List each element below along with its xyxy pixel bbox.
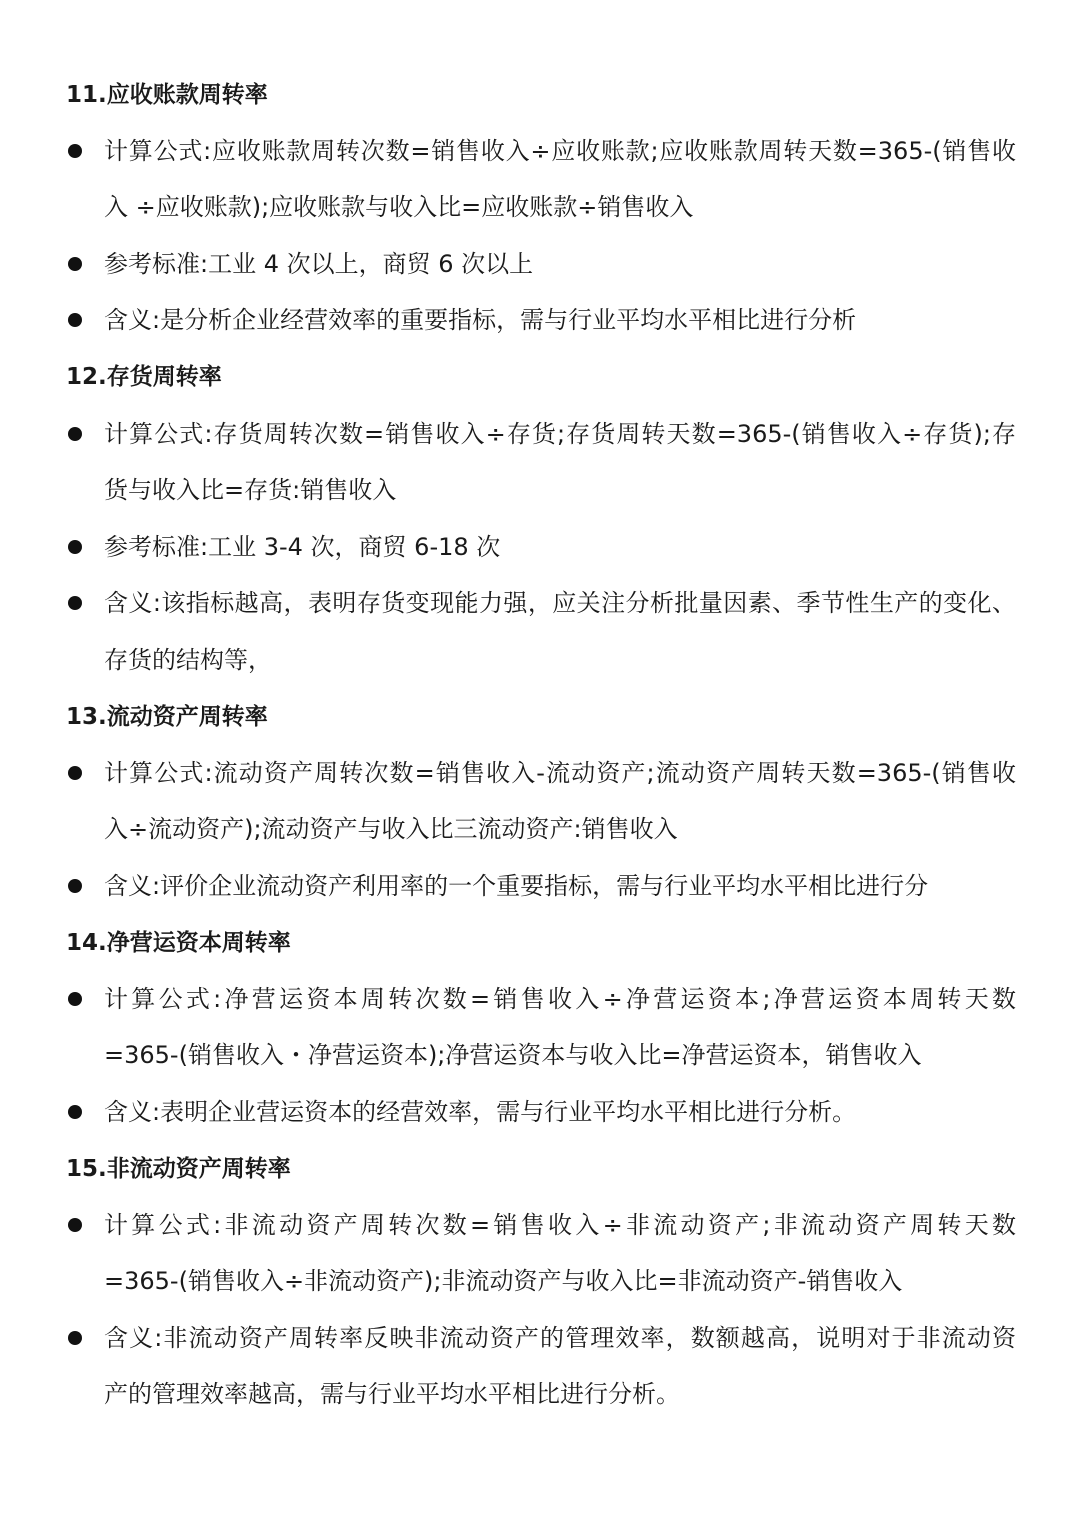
bullet-icon [68, 1105, 82, 1119]
formula-line: 计算公式:存货周转次数=销售收入÷存货;存货周转天数=365-(销售收入÷存货);存 [104, 420, 1016, 448]
formula-line: 入 ÷应收账款);应收账款与收入比=应收账款÷销售收入 [104, 193, 694, 221]
formula-line: 计算公式:流动资产周转次数=销售收入-流动资产;流动资产周转天数=365-(销售收 [104, 759, 1016, 787]
bullet-icon [68, 540, 82, 554]
bullet-icon [68, 879, 82, 893]
section-heading-11: 11.应收账款周转率 [66, 82, 268, 108]
meaning-line: 存货的结构等， [104, 646, 272, 674]
section-heading-13: 13.流动资产周转率 [66, 704, 268, 730]
meaning-line: 含义:该指标越高，表明存货变现能力强，应关注分析批量因素、季节性生产的变化、 [104, 589, 1016, 617]
formula-line: =365-(销售收入・净营运资本);净营运资本与收入比=净营运资本，销售收入 [104, 1041, 922, 1069]
bullet-icon [68, 1218, 82, 1232]
bullet-icon [68, 766, 82, 780]
formula-line: 入÷流动资产);流动资产与收入比三流动资产:销售收入 [104, 815, 678, 843]
standard-line: 参考标准:工业 4 次以上，商贸 6 次以上 [104, 250, 534, 278]
bullet-icon [68, 596, 82, 610]
meaning-line: 产的管理效率越高，需与行业平均水平相比进行分析。 [104, 1380, 680, 1408]
formula-line: 计算公式:净营运资本周转次数=销售收入÷净营运资本;净营运资本周转天数 [104, 985, 1016, 1013]
bullet-icon [68, 257, 82, 271]
section-heading-14: 14.净营运资本周转率 [66, 930, 291, 956]
bullet-icon [68, 1331, 82, 1345]
formula-line: 计算公式:非流动资产周转次数=销售收入÷非流动资产;非流动资产周转天数 [104, 1211, 1016, 1239]
formula-line: =365-(销售收入÷非流动资产);非流动资产与收入比=非流动资产-销售收入 [104, 1267, 903, 1295]
standard-line: 参考标准:工业 3-4 次，商贸 6-18 次 [104, 533, 501, 561]
meaning-line: 含义:是分析企业经营效率的重要指标，需与行业平均水平相比进行分析 [104, 306, 857, 334]
section-heading-15: 15.非流动资产周转率 [66, 1156, 291, 1182]
section-heading-12: 12.存货周转率 [66, 364, 222, 390]
meaning-line: 含义:表明企业营运资本的经营效率，需与行业平均水平相比进行分析。 [104, 1098, 857, 1126]
meaning-line: 含义:非流动资产周转率反映非流动资产的管理效率，数额越高，说明对于非流动资 [104, 1324, 1016, 1352]
bullet-icon [68, 992, 82, 1006]
bullet-icon [68, 427, 82, 441]
bullet-icon [68, 144, 82, 158]
formula-line: 计算公式:应收账款周转次数=销售收入÷应收账款;应收账款周转天数=365-(销售收 [104, 137, 1016, 165]
formula-line: 货与收入比=存货:销售收入 [104, 476, 397, 504]
bullet-icon [68, 313, 82, 327]
meaning-line: 含义:评价企业流动资产利用率的一个重要指标，需与行业平均水平相比进行分 [104, 872, 929, 900]
